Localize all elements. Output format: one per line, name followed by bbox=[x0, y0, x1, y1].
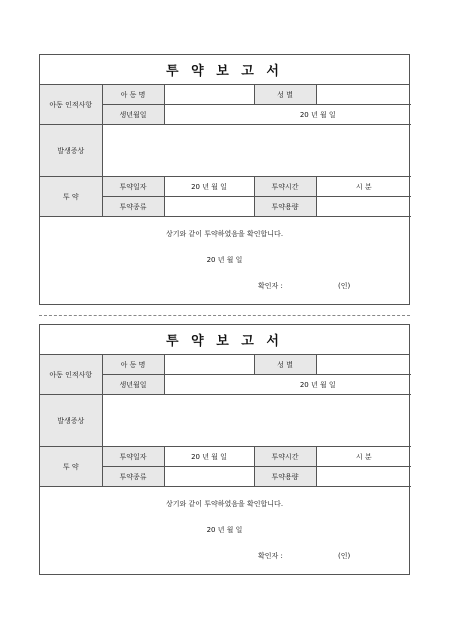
child-name-label: 아 동 명 bbox=[102, 355, 164, 375]
gender-field[interactable] bbox=[316, 355, 411, 375]
confirmation-section bbox=[40, 217, 409, 302]
confirmation-section bbox=[40, 487, 409, 572]
confirmation-date: 20 년 월 일 bbox=[206, 526, 243, 534]
form-title: 투 약 보 고 서 bbox=[40, 325, 409, 355]
child-info-label: 아동 인적사항 bbox=[40, 355, 102, 395]
med-type-field[interactable] bbox=[164, 467, 254, 487]
gender-label: 성 별 bbox=[254, 355, 316, 375]
child-name-field[interactable] bbox=[164, 355, 254, 375]
med-date-field[interactable]: 20 년 월 일 bbox=[164, 447, 254, 467]
med-time-label: 투약시간 bbox=[254, 447, 316, 467]
child-name-field[interactable] bbox=[164, 85, 254, 105]
gender-label: 성 별 bbox=[254, 85, 316, 105]
info-table bbox=[40, 355, 411, 487]
confirmation-date: 20 년 월 일 bbox=[206, 256, 243, 264]
med-dose-field[interactable] bbox=[316, 467, 411, 487]
symptom-field[interactable] bbox=[102, 125, 411, 177]
dob-field[interactable]: 20 년 월 일 bbox=[164, 375, 411, 395]
confirmation-text: 상기와 같이 투약하였음을 확인합니다. bbox=[165, 500, 284, 508]
med-time-label: 투약시간 bbox=[254, 177, 316, 197]
seal-mark: (인) bbox=[338, 552, 351, 560]
symptom-field[interactable] bbox=[102, 395, 411, 447]
child-name-label: 아 동 명 bbox=[102, 85, 164, 105]
med-time-field[interactable]: 시 분 bbox=[316, 177, 411, 197]
info-table bbox=[40, 85, 411, 217]
confirmer-label: 확인자 : bbox=[258, 552, 283, 560]
dob-label: 생년월일 bbox=[102, 375, 164, 395]
report-form-bottom bbox=[39, 324, 410, 575]
med-dose-label: 투약용량 bbox=[254, 467, 316, 487]
gender-field[interactable] bbox=[316, 85, 411, 105]
medication-label: 투 약 bbox=[40, 447, 102, 487]
med-time-field[interactable]: 시 분 bbox=[316, 447, 411, 467]
med-type-label: 투약종류 bbox=[102, 197, 164, 217]
confirmer-label: 확인자 : bbox=[258, 282, 283, 290]
seal-mark: (인) bbox=[338, 282, 351, 290]
dob-field[interactable]: 20 년 월 일 bbox=[164, 105, 411, 125]
cut-line-divider bbox=[39, 315, 410, 316]
confirmation-text: 상기와 같이 투약하였음을 확인합니다. bbox=[165, 230, 284, 238]
med-type-label: 투약종류 bbox=[102, 467, 164, 487]
medication-label: 투 약 bbox=[40, 177, 102, 217]
child-info-label: 아동 인적사항 bbox=[40, 85, 102, 125]
med-date-label: 투약일자 bbox=[102, 177, 164, 197]
med-dose-field[interactable] bbox=[316, 197, 411, 217]
dob-label: 생년월일 bbox=[102, 105, 164, 125]
symptom-label: 발생증상 bbox=[40, 125, 102, 177]
med-type-field[interactable] bbox=[164, 197, 254, 217]
med-date-label: 투약일자 bbox=[102, 447, 164, 467]
med-date-field[interactable]: 20 년 월 일 bbox=[164, 177, 254, 197]
report-form-top bbox=[39, 54, 410, 305]
symptom-label: 발생증상 bbox=[40, 395, 102, 447]
form-title: 투 약 보 고 서 bbox=[40, 55, 409, 85]
med-dose-label: 투약용량 bbox=[254, 197, 316, 217]
